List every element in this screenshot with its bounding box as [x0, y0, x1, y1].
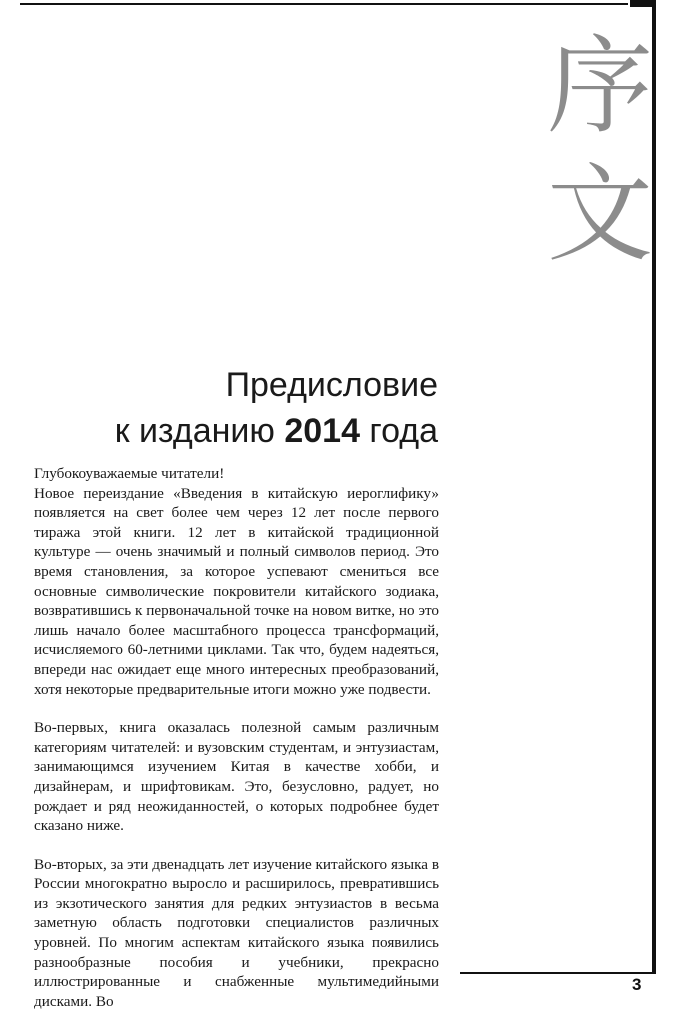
greeting: Глубокоуважаемые читатели! — [34, 465, 225, 482]
paragraph-gap — [34, 699, 439, 718]
footer-rule — [460, 972, 656, 974]
body-text — [34, 464, 439, 1011]
paragraph-gap — [34, 836, 439, 855]
title-line-1: Предисловие — [225, 366, 438, 404]
paragraph-1: Новое переиздание «Введения в китайскую иероглифику» появляется на свет более чем через 12 лет после первого тиража этой книги. 12 лет в китайской традиционной культуре — очень значимый и полный символов период. Это время становления, за которое успевают смениться все основные символические покровители китайского зодиака, возвратившись к первоначальной точке на новом витке, но это лишь начало более масштабного процесса трансформаций, исчисляемого 60-летними циклами. Так что, будем надеяться, впереди нас ожидает еще много интересных преобразований, хотя некоторые предварительные итоги можно уже подвести. — [34, 484, 439, 698]
top-rule — [20, 3, 628, 5]
top-corner-tab — [630, 0, 654, 7]
page-number: 3 — [632, 975, 642, 994]
title-year: 2014 — [284, 412, 360, 450]
title-prefix: к изданию — [114, 412, 285, 450]
paragraph-3: Во-вторых, за эти двенадцать лет изучение китайского языка в России многократно выросло и расширилось, превратившись из экзотического занятия для редких энтузиастов в весьма заметную область подготовки специалистов различных уровней. По многим аспектам китайского языка появились разнообразные пособия и учебники, прекрасно иллюстрированные и снабженные мультимедийными дисками. Во — [34, 855, 439, 1010]
title-line-2 — [18, 408, 438, 454]
paragraph-2: Во-первых, книга оказалась полезной самым различным категориям читателей: и вузовским студентам, и энтузиастам, занимающимся изучением Китая в качестве хобби, и дизайнерам, и шрифтовикам. Это, безусловно, радует, но рождает и ряд неожиданностей, о которых подробнее будет сказано ниже. — [34, 719, 439, 835]
hanzi-wen: 文 — [547, 153, 653, 276]
chapter-title — [18, 362, 438, 454]
hanzi-xu: 序 — [547, 25, 653, 148]
title-suffix: года — [359, 412, 438, 450]
